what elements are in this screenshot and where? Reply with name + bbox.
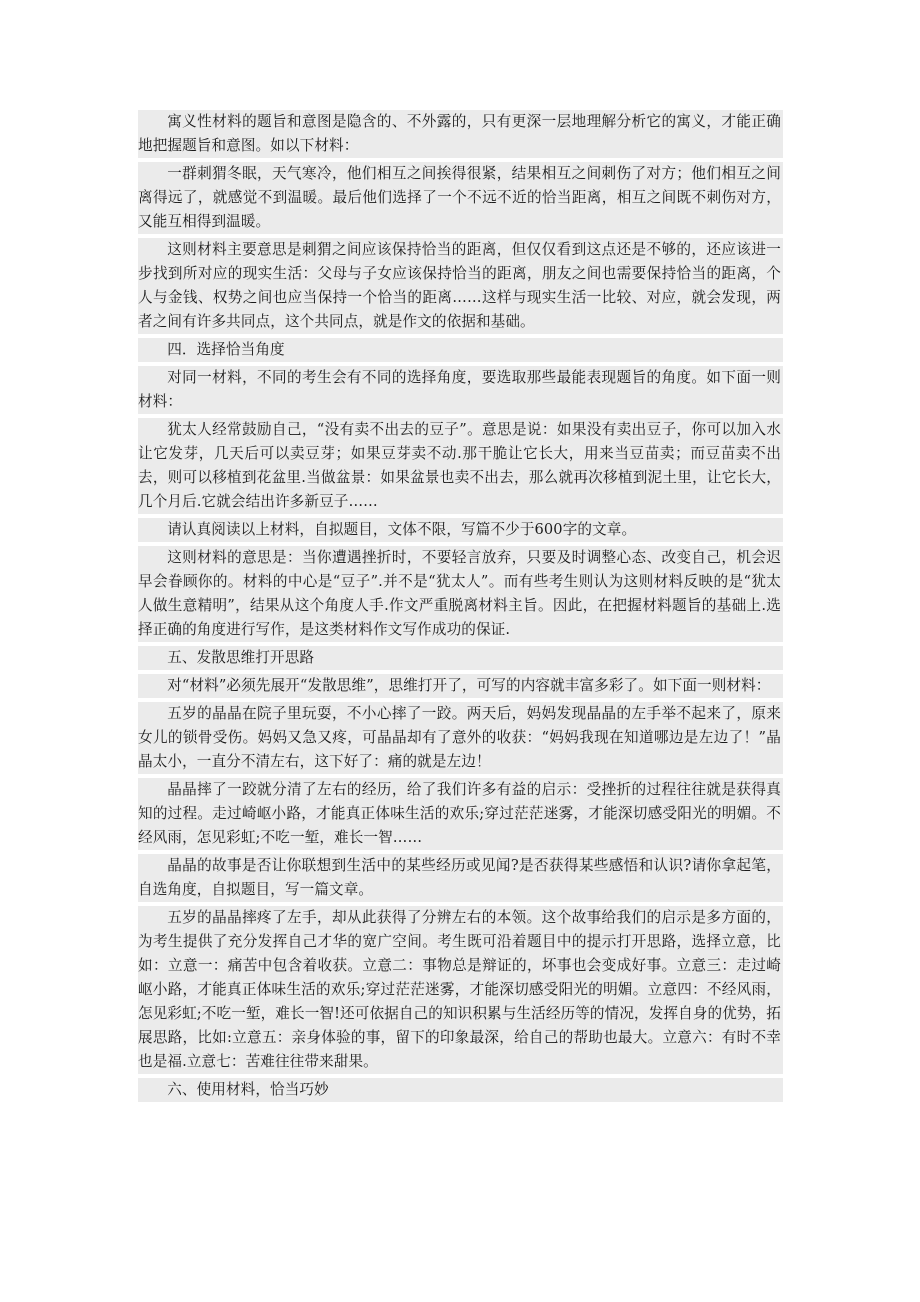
section-heading-5: 五、发散思维打开思路 (138, 646, 783, 670)
paragraph-13: 晶晶的故事是否让你联想到生活中的某些经历或见闻?是否获得某些感悟和认识?请你拿起笔，自选角度，自拟题目，写一篇文章。 (138, 854, 783, 902)
paragraph-11: 五岁的晶晶在院子里玩耍，不小心摔了一跤。两天后，妈妈发现晶晶的左手举不起来了，原来女儿的锁骨受伤。妈妈又急又疼，可晶晶却有了意外的收获：“妈妈我现在知道哪边是左边了！”晶晶太小，一直分不清左右，这下好了：痛的就是左边！ (138, 702, 783, 774)
paragraph-6: 犹太人经常鼓励自己，“没有卖不出去的豆子”。意思是说：如果没有卖出豆子，你可以加入水让它发芽，几天后可以卖豆芽；如果豆芽卖不动.那干脆让它长大，用来当豆苗卖；而豆苗卖不出去，则可以移植到花盆里.当做盆景：如果盆景也卖不出去，那么就再次移植到泥土里，让它长大，几个月后.它就会结出许多新豆子…… (138, 418, 783, 514)
section-heading-6: 六、使用材料，恰当巧妙 (138, 1078, 783, 1102)
paragraph-7: 请认真阅读以上材料，自拟题目，文体不限，写篇不少于600字的文章。 (138, 518, 783, 542)
paragraph-12: 晶晶摔了一跤就分清了左右的经历，给了我们许多有益的启示：受挫折的过程往往就是获得真知的过程。走过崎岖小路，才能真正体味生活的欢乐;穿过茫茫迷雾，才能深切感受阳光的明媚。不经风雨，怎见彩虹;不吃一堑，难长一智…… (138, 778, 783, 850)
paragraph-8: 这则材料的意思是：当你遭遇挫折时，不要轻言放弃，只要及时调整心态、改变自己，机会迟早会眷顾你的。材料的中心是“豆子”.并不是“犹太人”。而有些考生则认为这则材料反映的是“犹太人做生意精明”，结果从这个角度人手.作文严重脱离材料主旨。因此，在把握材料题旨的基础上.选择正确的角度进行写作，是这类材料作文写作成功的保证. (138, 546, 783, 642)
document-body (138, 110, 783, 1102)
paragraph-5: 对同一材料，不同的考生会有不同的选择角度，要选取那些最能表现题旨的角度。如下面一则材料： (138, 366, 783, 414)
section-heading-4: 四．选择恰当角度 (138, 338, 783, 362)
paragraph-1: 寓义性材料的题旨和意图是隐含的、不外露的，只有更深一层地理解分析它的寓义，才能正确地把握题旨和意图。如以下材料： (138, 110, 783, 158)
paragraph-10: 对“材料”必须先展开“发散思维”，思维打开了，可写的内容就丰富多彩了。如下面一则材料： (138, 674, 783, 698)
paragraph-2: 一群刺猬冬眠，天气寒冷，他们相互之间挨得很紧，结果相互之间刺伤了对方；他们相互之间离得远了，就感觉不到温暖。最后他们选择了一个不远不近的恰当距离，相互之间既不刺伤对方，又能互相得到温暖。 (138, 162, 783, 234)
paragraph-14: 五岁的晶晶摔疼了左手，却从此获得了分辨左右的本领。这个故事给我们的启示是多方面的，为考生提供了充分发挥自己才华的宽广空间。考生既可沿着题目中的提示打开思路，选择立意，比如：立意一：痛苦中包含着收获。立意二：事物总是辩证的，坏事也会变成好事。立意三：走过崎岖小路，才能真正体味生活的欢乐;穿过茫茫迷雾，才能深切感受阳光的明媚。立意四：不经风雨，怎见彩虹;不吃一堑，难长一智!还可依据自己的知识积累与生活经历等的情况，发挥自身的优势，拓展思路，比如:立意五：亲身体验的事，留下的印象最深，给自己的帮助也最大。立意六：有时不幸也是福.立意七：苦难往往带来甜果。 (138, 906, 783, 1074)
paragraph-3: 这则材料主要意思是刺猬之间应该保持恰当的距离，但仅仅看到这点还是不够的，还应该进一步找到所对应的现实生活：父母与子女应该保持恰当的距离，朋友之间也需要保持恰当的距离，个人与金钱、权势之间也应当保持一个恰当的距离……这样与现实生活一比较、对应，就会发现，两者之间有许多共同点，这个共同点，就是作文的依据和基础。 (138, 238, 783, 334)
